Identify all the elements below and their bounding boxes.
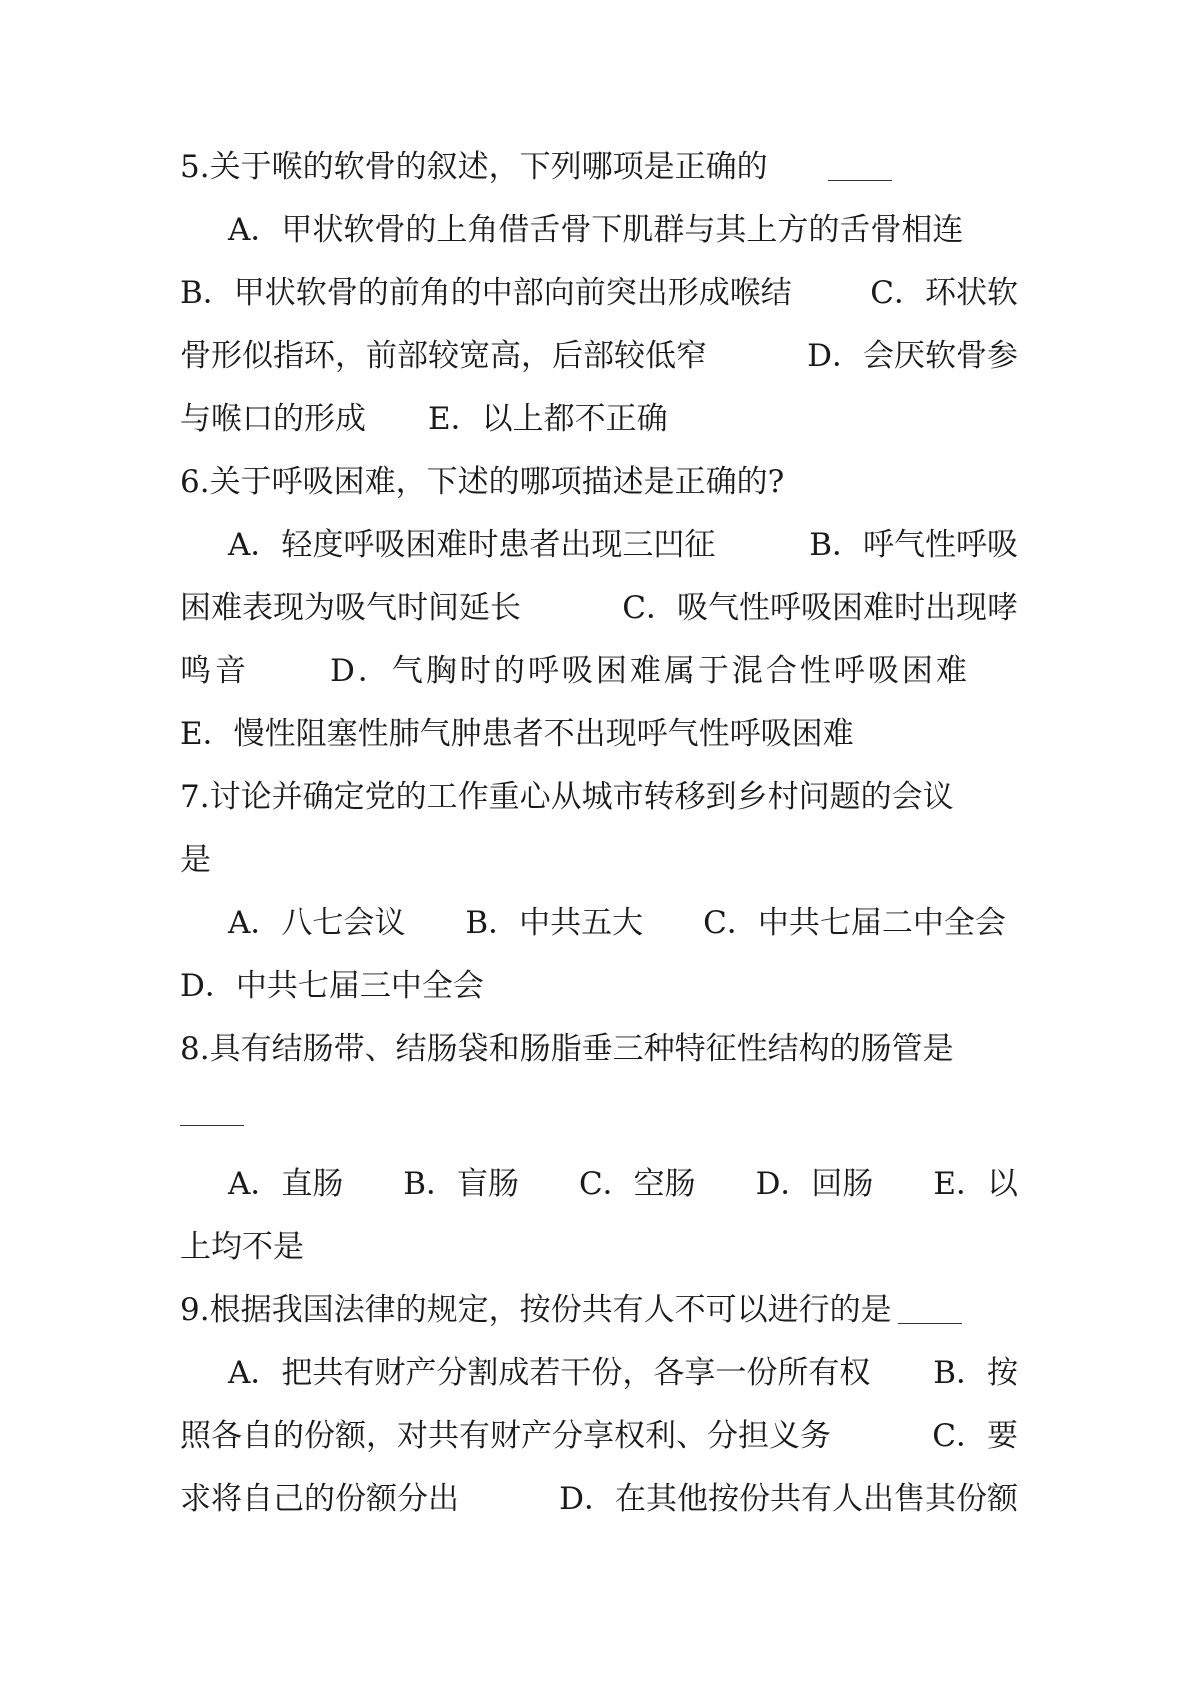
question-5-option-d-part2: 与喉口的形成: [180, 401, 366, 437]
question-7-option-b: B．中共五大: [465, 905, 644, 941]
question-8-stem: 8.具有结肠带、结肠袋和肠脂垂三种特征性结构的肠管是: [180, 1031, 954, 1067]
question-6-option-d: D．气胸时的呼吸困难属于混合性呼吸困难: [330, 653, 970, 689]
question-9-text: 9.根据我国法律的规定，按份共有人不可以进行的是: [180, 1292, 892, 1328]
question-7-option-d: D．中共七届三中全会: [180, 968, 484, 1004]
question-8-option-e-part2: 上均不是: [180, 1229, 304, 1265]
question-8-option-e-part1: E．以: [933, 1166, 1018, 1202]
question-9-option-b-part1: B．按: [933, 1355, 1018, 1391]
question-6-option-b-part2: 困难表现为吸气时间延长: [180, 590, 521, 626]
question-5-stem: [180, 136, 1018, 199]
question-5-option-d-part1: D．会厌软骨参: [807, 338, 1018, 374]
question-9-option-b-part2: 照各自的份额，对共有财产分享权利、分担义务: [180, 1418, 831, 1454]
answer-blank: [180, 1101, 244, 1126]
question-5-options-line: [180, 325, 1018, 388]
document-body: [180, 136, 1018, 1531]
question-5-option-a: A．甲状软骨的上角借舌骨下肌群与其上方的舌骨相连: [228, 212, 964, 248]
question-9-option-d: D．在其他按份共有人出售其份额: [559, 1481, 1018, 1517]
question-8-options-line: [180, 1153, 1018, 1216]
question-8-option-c: C．空肠: [578, 1166, 696, 1202]
question-5-options-line: [180, 388, 1018, 451]
question-5-option-c-part1: C．环状软: [870, 275, 1018, 311]
question-5-option-c-part2: 骨形似指环，前部较宽高，后部较低窄: [180, 338, 707, 374]
question-7-stem-line2: 是: [180, 842, 211, 878]
question-6-option-a: A．轻度呼吸困难时患者出现三凹征: [228, 527, 716, 563]
question-9-option-c-part1: C．要: [932, 1418, 1018, 1454]
question-8-blank-line: [180, 1081, 1018, 1153]
question-5-options-line: [180, 262, 1018, 325]
question-6-options-line: [180, 514, 1018, 577]
answer-blank: [898, 1299, 962, 1324]
question-8-option-d: D．回肠: [755, 1166, 874, 1202]
question-6-options-line: [180, 577, 1018, 640]
question-7-options-line: [180, 892, 1018, 955]
question-7-option-a: A．八七会议: [228, 905, 406, 941]
question-7-stem-line1: 7.讨论并确定党的工作重心从城市转移到乡村问题的会议: [180, 779, 954, 815]
question-6-options-line: [180, 640, 1018, 703]
question-5-option-e: E．以上都不正确: [428, 401, 668, 437]
question-9-option-a: A．把共有财产分割成若干份，各享一份所有权: [228, 1355, 871, 1391]
question-6-stem: 6.关于呼吸困难，下述的哪项描述是正确的?: [180, 464, 785, 500]
question-9-options-line: [180, 1468, 1018, 1531]
question-8-option-a: A．直肠: [228, 1166, 344, 1202]
question-9-options-line: [180, 1405, 1018, 1468]
question-6-option-c-part2: 鸣音: [180, 653, 250, 689]
question-6-option-e: E．慢性阻塞性肺气肿患者不出现呼气性呼吸困难: [180, 716, 854, 752]
question-7-option-c: C．中共七届二中全会: [703, 905, 1006, 941]
question-8-option-b: B．盲肠: [403, 1166, 520, 1202]
question-6-option-b-part1: B．呼气性呼吸: [809, 527, 1018, 563]
question-9-stem: [180, 1279, 1018, 1342]
question-9-option-c-part2: 求将自己的份额分出: [180, 1481, 459, 1517]
question-5-text: 5.关于喉的软骨的叙述，下列哪项是正确的: [180, 149, 768, 185]
question-5-option-b: B．甲状软骨的前角的中部向前突出形成喉结: [180, 275, 792, 311]
answer-blank: [828, 156, 892, 181]
question-6-option-c-part1: C．吸气性呼吸困难时出现哮: [622, 590, 1018, 626]
question-9-options-line: [180, 1342, 1018, 1405]
